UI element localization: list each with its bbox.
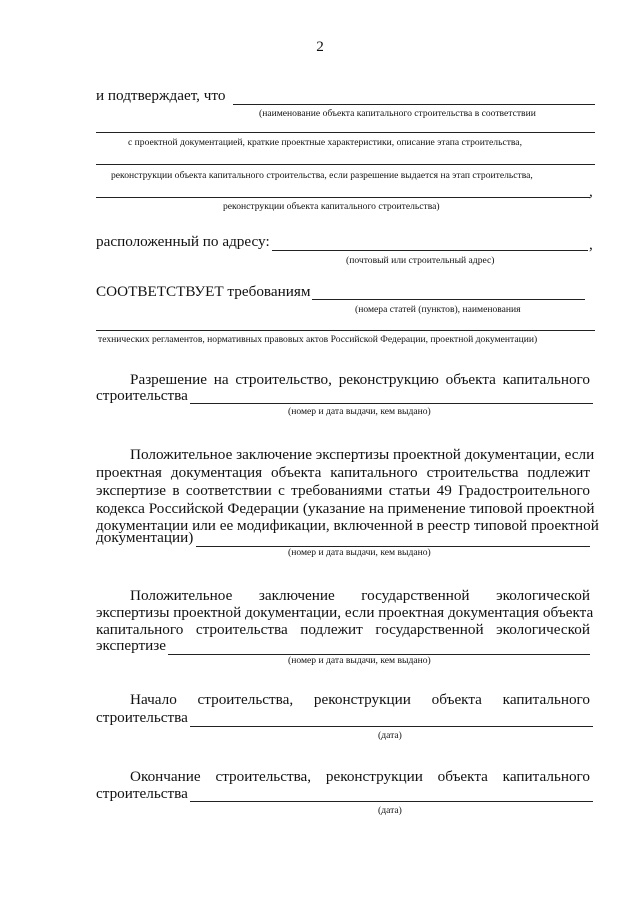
complies-caption-2: технических регламентов, нормативных правовых актов Российской Федерации, проектной документации) [98,334,538,345]
confirm-comma: , [589,183,593,200]
expertise-line-2: проектная документация объекта капитального строительства подлежит [96,464,590,481]
start-caption: (дата) [378,730,402,741]
confirm-line-2 [96,132,595,133]
confirm-caption-3: реконструкции объекта капитального строительства, если разрешение выдается на этап строительства, [111,170,533,181]
permit-line-1: Разрешение на строительство, реконструкцию объекта капитального [130,371,590,388]
confirm-line-1 [233,104,595,105]
end-field [190,801,593,802]
confirm-caption-4: реконструкции объекта капитального строительства) [223,201,440,212]
complies-line-1 [312,299,585,300]
complies-caption-1: (номера статей (пунктов), наименования [355,304,521,315]
complies-lead: СООТВЕТСТВУЕТ требованиям [96,283,311,300]
confirm-caption-1: (наименование объекта капитального строительства в соответствии [259,108,536,119]
start-field [190,726,593,727]
address-line [272,250,588,251]
eco-line-1: Положительное заключение государственной экологической [130,587,590,604]
confirm-line-3 [96,164,595,165]
confirm-caption-2: с проектной документацией, краткие проектные характеристики, описание этапа строительства, [128,137,522,148]
complies-line-2 [96,330,595,331]
permit-line-2: строительства [96,387,188,404]
end-line-1: Окончание строительства, реконструкции объекта капитального [130,768,590,785]
expertise-caption: (номер и дата выдачи, кем выдано) [288,547,431,558]
start-line-2: строительства [96,709,188,726]
permit-field [190,403,593,404]
eco-line-2: экспертизы проектной документации, если проектная документация объекта [96,604,594,621]
expertise-line-1: Положительное заключение экспертизы проектной документации, если [130,446,595,463]
address-lead: расположенный по адресу: [96,233,270,250]
expertise-line-4: кодекса Российской Федерации (указание на применение типовой проектной [96,500,595,517]
confirm-line-4 [96,197,590,198]
expertise-line-5: документации или ее модификации, включенной в реестр типовой проектной [96,517,599,534]
eco-caption: (номер и дата выдачи, кем выдано) [288,655,431,666]
eco-line-4: экспертизе [96,637,167,654]
eco-line-3: капитального строительства подлежит государственной экологической [96,621,590,638]
page-number: 2 [316,38,324,55]
address-caption: (почтовый или строительный адрес) [346,255,495,266]
permit-caption: (номер и дата выдачи, кем выдано) [288,406,431,417]
confirm-lead: и подтверждает, что [96,87,226,104]
start-line-1: Начало строительства, реконструкции объекта капитального [130,691,590,708]
end-caption: (дата) [378,805,402,816]
expertise-line-6: документации) [96,529,194,546]
expertise-line-3: экспертизе в соответствии с требованиями статьи 49 Градостроительного [96,482,590,499]
address-comma: , [589,236,593,253]
end-line-2: строительства [96,785,188,802]
